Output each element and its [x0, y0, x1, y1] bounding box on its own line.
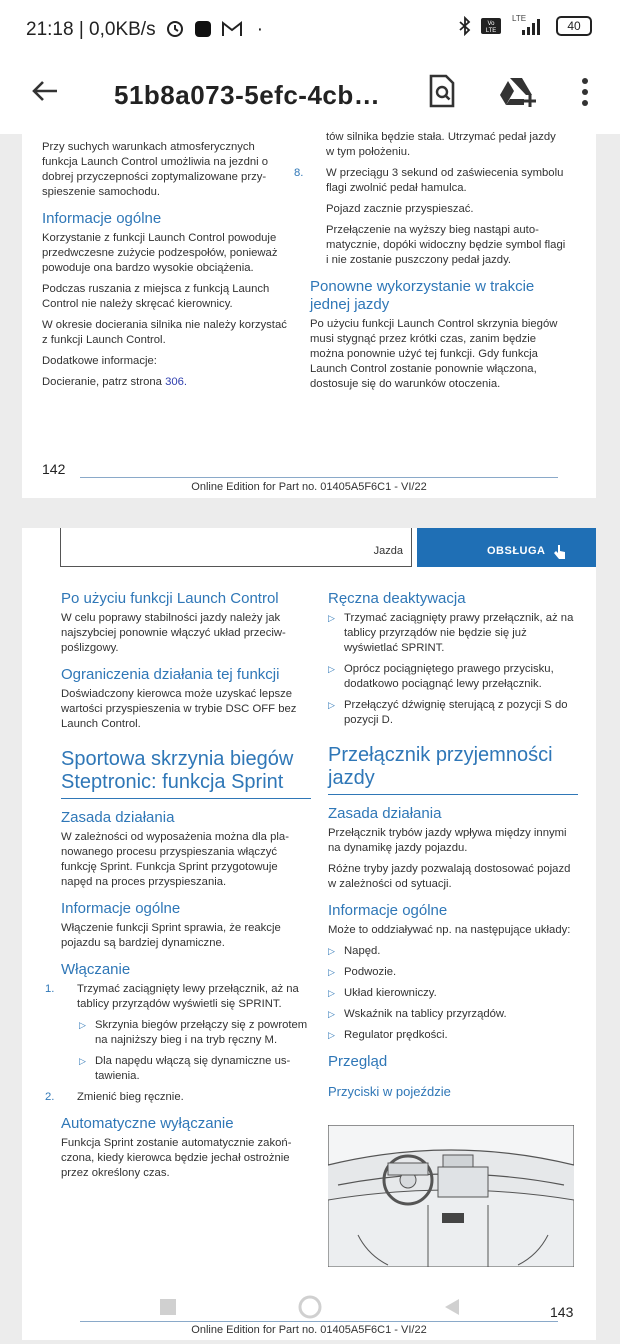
- lte-label: LTE: [512, 14, 527, 23]
- paragraph: Funkcja Sprint zostanie automatycznie zakończona, kiedy kierowca będzie jechał ostrożnie przez określony czas.: [61, 1137, 292, 1179]
- drive-add-icon[interactable]: [500, 76, 538, 108]
- status-speed: 0,0KB/s: [89, 19, 156, 40]
- paragraph: Podczas ruszania z miejsca z funkcją Launch Control nie należy skręcać kierownicy.: [42, 283, 270, 310]
- back-nav-icon[interactable]: [442, 1297, 462, 1317]
- section-heading: Przegląd: [328, 1053, 388, 1070]
- chapter-tab-label: OBSŁUGA: [487, 545, 546, 557]
- triangle-bullet-icon: ▷: [328, 946, 335, 956]
- section-heading: Zasada działania: [328, 805, 442, 822]
- pdf-page-143: [22, 528, 596, 1340]
- bullet-text: Regulator prędkości.: [344, 1029, 448, 1041]
- triangle-bullet-icon: ▷: [79, 1056, 86, 1066]
- step-number: 2.: [45, 1091, 55, 1103]
- bullet-text: Dla napędu włączą się dynamiczne ustawienia.: [95, 1055, 291, 1082]
- paragraph: Po użyciu funkcji Launch Control skrzynia biegów musi stygnąć przez krótki czas, zanim będzie można ponownie użyć tej funkcji. Gdy funkcja Launch Control zostanie ponownie włączona, dostosuje się do warunków otoczenia.: [310, 318, 558, 390]
- paragraph: Może to oddziaływać np. na następujące układy:: [328, 924, 571, 936]
- bluetooth-icon: [458, 16, 472, 36]
- section-heading: Informacje ogólne: [42, 210, 162, 227]
- alarm-icon: [165, 18, 185, 38]
- signal-icon: [510, 16, 544, 36]
- section-heading: Informacje ogólne: [328, 902, 448, 919]
- battery-icon: [556, 16, 592, 36]
- section-heading: Informacje ogólne: [61, 900, 181, 917]
- step-item: [294, 166, 566, 196]
- app-bar: [0, 58, 620, 134]
- step-number: 1.: [45, 983, 55, 995]
- status-right: [458, 16, 592, 36]
- paragraph: Pojazd zacznie przyspieszać.: [326, 203, 474, 215]
- bullet-item: [328, 1028, 578, 1043]
- more-options-icon[interactable]: [581, 78, 589, 106]
- section-heading: Ograniczenia działania tej funkcji: [61, 666, 280, 683]
- bullet-text: Oprócz pociągniętego prawego przycisku, dodatkowo pociągnąć lewy przełącznik.: [344, 663, 554, 690]
- paragraph: Dodatkowe informacje:: [42, 355, 157, 367]
- paragraph: W celu poprawy stabilności jazdy należy jak najszybciej ponownie włączyć układ przeciwpoślizgowy.: [61, 612, 286, 654]
- triangle-bullet-icon: ▷: [328, 1009, 335, 1019]
- triangle-bullet-icon: ▷: [328, 988, 335, 998]
- page-link[interactable]: 306.: [165, 376, 188, 388]
- app-square-icon: [194, 20, 212, 38]
- triangle-bullet-icon: ▷: [328, 700, 335, 710]
- paragraph-text: Docieranie, patrz strona: [42, 376, 166, 388]
- triangle-bullet-icon: ▷: [328, 967, 335, 977]
- paragraph: Doświadczony kierowca może uzyskać lepsze wartości przyspieszenia w trybie DSC OFF bez Launch Control.: [61, 688, 297, 730]
- section-heading: Ręczna deaktywacja: [328, 590, 466, 607]
- page143-left-column: [45, 580, 311, 1187]
- search-document-icon[interactable]: [427, 74, 457, 108]
- chapter-heading: Sportowa skrzynia biegów Steptronic: funkcja Sprint: [61, 748, 311, 799]
- sub-bullet-item: [61, 1018, 311, 1048]
- bullet-text: Przełączyć dźwignię sterującą z pozycji S do pozycji D.: [344, 699, 568, 726]
- bullet-item: [328, 611, 578, 656]
- recent-apps-icon[interactable]: [158, 1297, 178, 1317]
- status-time: 21:18: [26, 19, 74, 40]
- bullet-item: [328, 965, 578, 980]
- bullet-item: [328, 1007, 578, 1022]
- footer-divider: [80, 477, 558, 478]
- paragraph: Korzystanie z funkcji Launch Control powoduje przedwczesne zużycie podzespołów, ponieważ powoduje ona bardzo wysokie obciążenia.: [42, 232, 278, 274]
- paragraph: Przełączenie na wyższy bieg nastąpi automatycznie, dopóki widoczny będzie symbol flagi i nie zostanie puszczony pedał jazdy.: [326, 224, 566, 266]
- svg-text:LTE: LTE: [485, 28, 497, 34]
- car-interior-illustration: [328, 1125, 574, 1267]
- volte-icon: [480, 17, 502, 35]
- bullet-item: [328, 662, 578, 692]
- bullet-text: Wskaźnik na tablicy przyrządów.: [344, 1008, 507, 1020]
- step-item: [45, 1090, 311, 1105]
- page-footer: Online Edition for Part no. 01405A5F6C1 - VI/22: [191, 481, 427, 493]
- section-heading: Włączanie: [61, 961, 131, 978]
- bullet-text: Układ kierowniczy.: [344, 987, 437, 999]
- sub-bullet-item: [61, 1054, 311, 1084]
- step-text: Zmienić bieg ręcznie.: [77, 1091, 184, 1103]
- paragraph: W zależności od wyposażenia można dla planowanego procesu przyspieszania włączyć funkcję Sprint. Funkcja Sprint przygotowuje napęd na proces przyspieszania.: [61, 831, 289, 888]
- back-arrow-icon[interactable]: [30, 76, 60, 106]
- hand-pointer-icon: [553, 544, 567, 560]
- status-left: 21:18 | 0,0KB/s ·: [26, 19, 264, 40]
- step-text: W przeciągu 3 sekund od zaświecenia symbolu flagi zwolnić pedał hamulca.: [326, 167, 564, 194]
- bullet-text: Trzymać zaciągnięty prawy przełącznik, aż na tablicy przyrządów nie będzie się już wyświetlać SPRINT.: [344, 612, 574, 654]
- step-item: [45, 982, 311, 1012]
- status-bar: [0, 0, 620, 58]
- section-heading: Ponowne wykorzystanie w trakcie jednej jazdy: [310, 278, 535, 313]
- triangle-bullet-icon: ▷: [79, 1020, 86, 1030]
- chapter-header: [60, 528, 412, 567]
- section-heading: Automatyczne wyłączanie: [61, 1115, 234, 1132]
- chapter-heading: Przełącznik przyjemności jazdy: [328, 744, 578, 795]
- bullet-text: Napęd.: [344, 945, 381, 957]
- bullet-item: [328, 986, 578, 1001]
- svg-text:Vo: Vo: [487, 21, 495, 27]
- triangle-bullet-icon: ▷: [328, 1030, 335, 1040]
- paragraph: Różne tryby jazdy pozwalają dostosować pojazd w zależności od sytuacji.: [328, 863, 571, 890]
- subsection-heading: Przyciski w pojeździe: [328, 1084, 451, 1099]
- pdf-page-142: [22, 131, 596, 498]
- page-number: 143: [550, 1304, 574, 1320]
- page142-left-column: [42, 140, 292, 396]
- paragraph: Przełącznik trybów jazdy wpływa między innymi na dynamikę jazdy pojazdu.: [328, 827, 567, 854]
- step-text: Trzymać zaciągnięty lewy przełącznik, aż na tablicy przyrządów wyświetli się SPRINT.: [77, 983, 299, 1010]
- bullet-text: Skrzynia biegów przełączy się z powrotem na najniższy bieg i na tryb ręczny M.: [95, 1019, 308, 1046]
- battery-level: 40: [567, 19, 581, 33]
- triangle-bullet-icon: ▷: [328, 664, 335, 674]
- paragraph: W okresie docierania silnika nie należy korzystać z funkcji Launch Control.: [42, 319, 287, 346]
- paragraph: tów silnika będzie stała. Utrzymać pedał jazdy w tym położeniu.: [326, 131, 556, 158]
- paragraph: Włączenie funkcji Sprint sprawia, że reakcje pojazdu są bardziej dynamiczne.: [61, 922, 281, 949]
- triangle-bullet-icon: ▷: [328, 613, 335, 623]
- system-nav-bar: [0, 1287, 620, 1327]
- bullet-text: Podwozie.: [344, 966, 397, 978]
- bullet-item: [328, 698, 578, 728]
- document-title: 51b8a073-5efc-4cb…: [114, 80, 381, 110]
- gmail-icon: [221, 20, 243, 38]
- step-number: 8.: [294, 167, 304, 179]
- page-footer: Online Edition for Part no. 01405A5F6C1 - VI/22: [191, 1324, 427, 1336]
- bullet-item: [328, 944, 578, 959]
- paragraph: Przy suchych warunkach atmosferycznych funkcja Launch Control umożliwia na jezdni o dobrej przyczepności zoptymalizowane przyspieszenie samochodu.: [42, 141, 269, 198]
- home-icon[interactable]: [298, 1295, 322, 1319]
- page142-right-column: [294, 130, 566, 398]
- chapter-tab: [417, 528, 596, 567]
- page143-right-column: [328, 580, 578, 1104]
- page-number: 142: [42, 461, 66, 477]
- section-heading: Po użyciu funkcji Launch Control: [61, 590, 279, 607]
- paragraph: [42, 375, 292, 390]
- section-heading: Zasada działania: [61, 809, 175, 826]
- chapter-label: Jazda: [373, 545, 403, 557]
